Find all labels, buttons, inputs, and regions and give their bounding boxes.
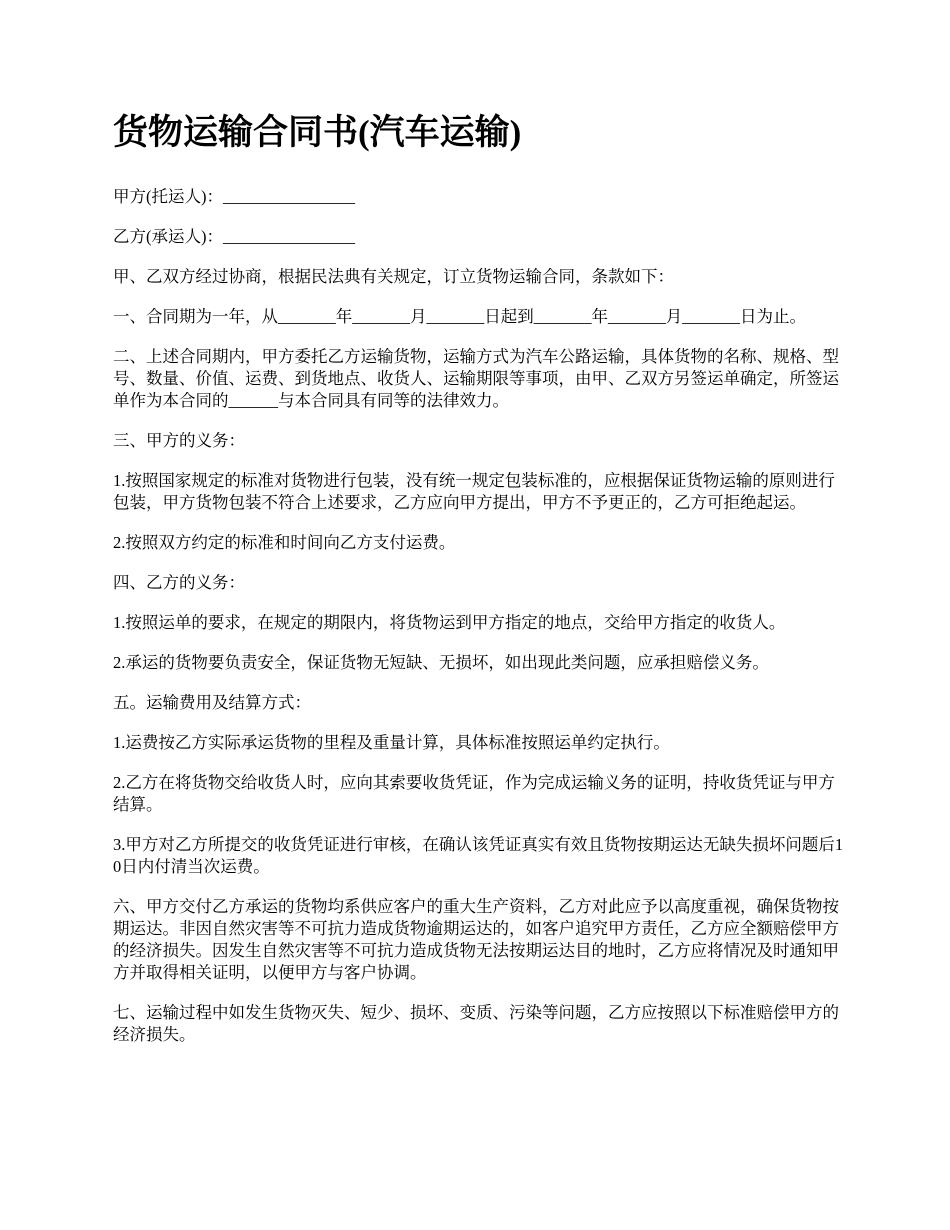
clause-5-heading: 五。运输费用及结算方式： [113, 693, 311, 712]
clause-3-item-1: 1.按照国家规定的标准对货物进行包装，没有统一规定包装标准的，应根据保证货物运输的原则进行包装，甲方货物包装不符合上述要求，乙方应向甲方提出，甲方不予更正的，乙方可拒绝起运。 [113, 471, 835, 512]
clause-4-item-2: 2.承运的货物要负责安全，保证货物无短缺、无损坏，如出现此类问题，应承担赔偿义务。 [113, 653, 769, 672]
clause-3-item-2: 2.按照双方约定的标准和时间向乙方支付运费。 [113, 533, 456, 552]
clause-3-heading: 三、甲方的义务： [113, 431, 245, 450]
clause-5-item-1: 1.运费按乙方实际承运货物的里程及重量计算，具体标准按照运单约定执行。 [113, 733, 670, 752]
clause-5-item-2: 2.乙方在将货物交给收货人时，应向其索要收货凭证，作为完成运输义务的证明，持收货凭证与甲方结算。 [113, 773, 835, 814]
clause-5-item-3: 3.甲方对乙方所提交的收货凭证进行审核，在确认该凭证真实有效且货物按期运达无缺失损坏问题后10日内付清当次运费。 [113, 835, 844, 876]
document-title: 货物运输合同书(汽车运输) [113, 113, 522, 152]
clause-4-item-1: 1.按照运单的要求，在规定的期限内，将货物运到甲方指定的地点，交给甲方指定的收货人。 [113, 613, 786, 632]
clause-2-scope: 二、上述合同期内，甲方委托乙方运输货物，运输方式为汽车公路运输，具体货物的名称、规格、型号、数量、价值、运费、到货地点、收货人、运输期限等事项，由甲、乙双方另签运单确定，所签运单作为本合同的______与本合同具有同等的法律效力。 [113, 347, 839, 410]
clause-7-paragraph: 七、运输过程中如发生货物灭失、短少、损坏、变质、污染等问题，乙方应按照以下标准赔偿甲方的经济损失。 [113, 1003, 839, 1044]
preamble-paragraph: 甲、乙双方经过协商，根据民法典有关规定，订立货物运输合同，条款如下： [113, 267, 674, 286]
clause-6-paragraph: 六、甲方交付乙方承运的货物均系供应客户的重大生产资料，乙方对此应予以高度重视，确保货物按期运达。非因自然灾害等不可抗力造成货物逾期运达的，如客户追究甲方责任，乙方应全额赔偿甲方的经济损失。因发生自然灾害等不可抗力造成货物无法按期运达目的地时，乙方应将情况及时通知甲方并取得相关证明，以便甲方与客户协调。 [113, 897, 839, 982]
party-b-line: 乙方(承运人)：________________ [113, 227, 355, 246]
clause-4-heading: 四、乙方的义务： [113, 573, 245, 592]
clause-1-term: 一、合同期为一年，从_______年_______月_______日起到_______年_______月_______日为止。 [113, 307, 806, 326]
party-a-line: 甲方(托运人)：________________ [113, 187, 355, 206]
